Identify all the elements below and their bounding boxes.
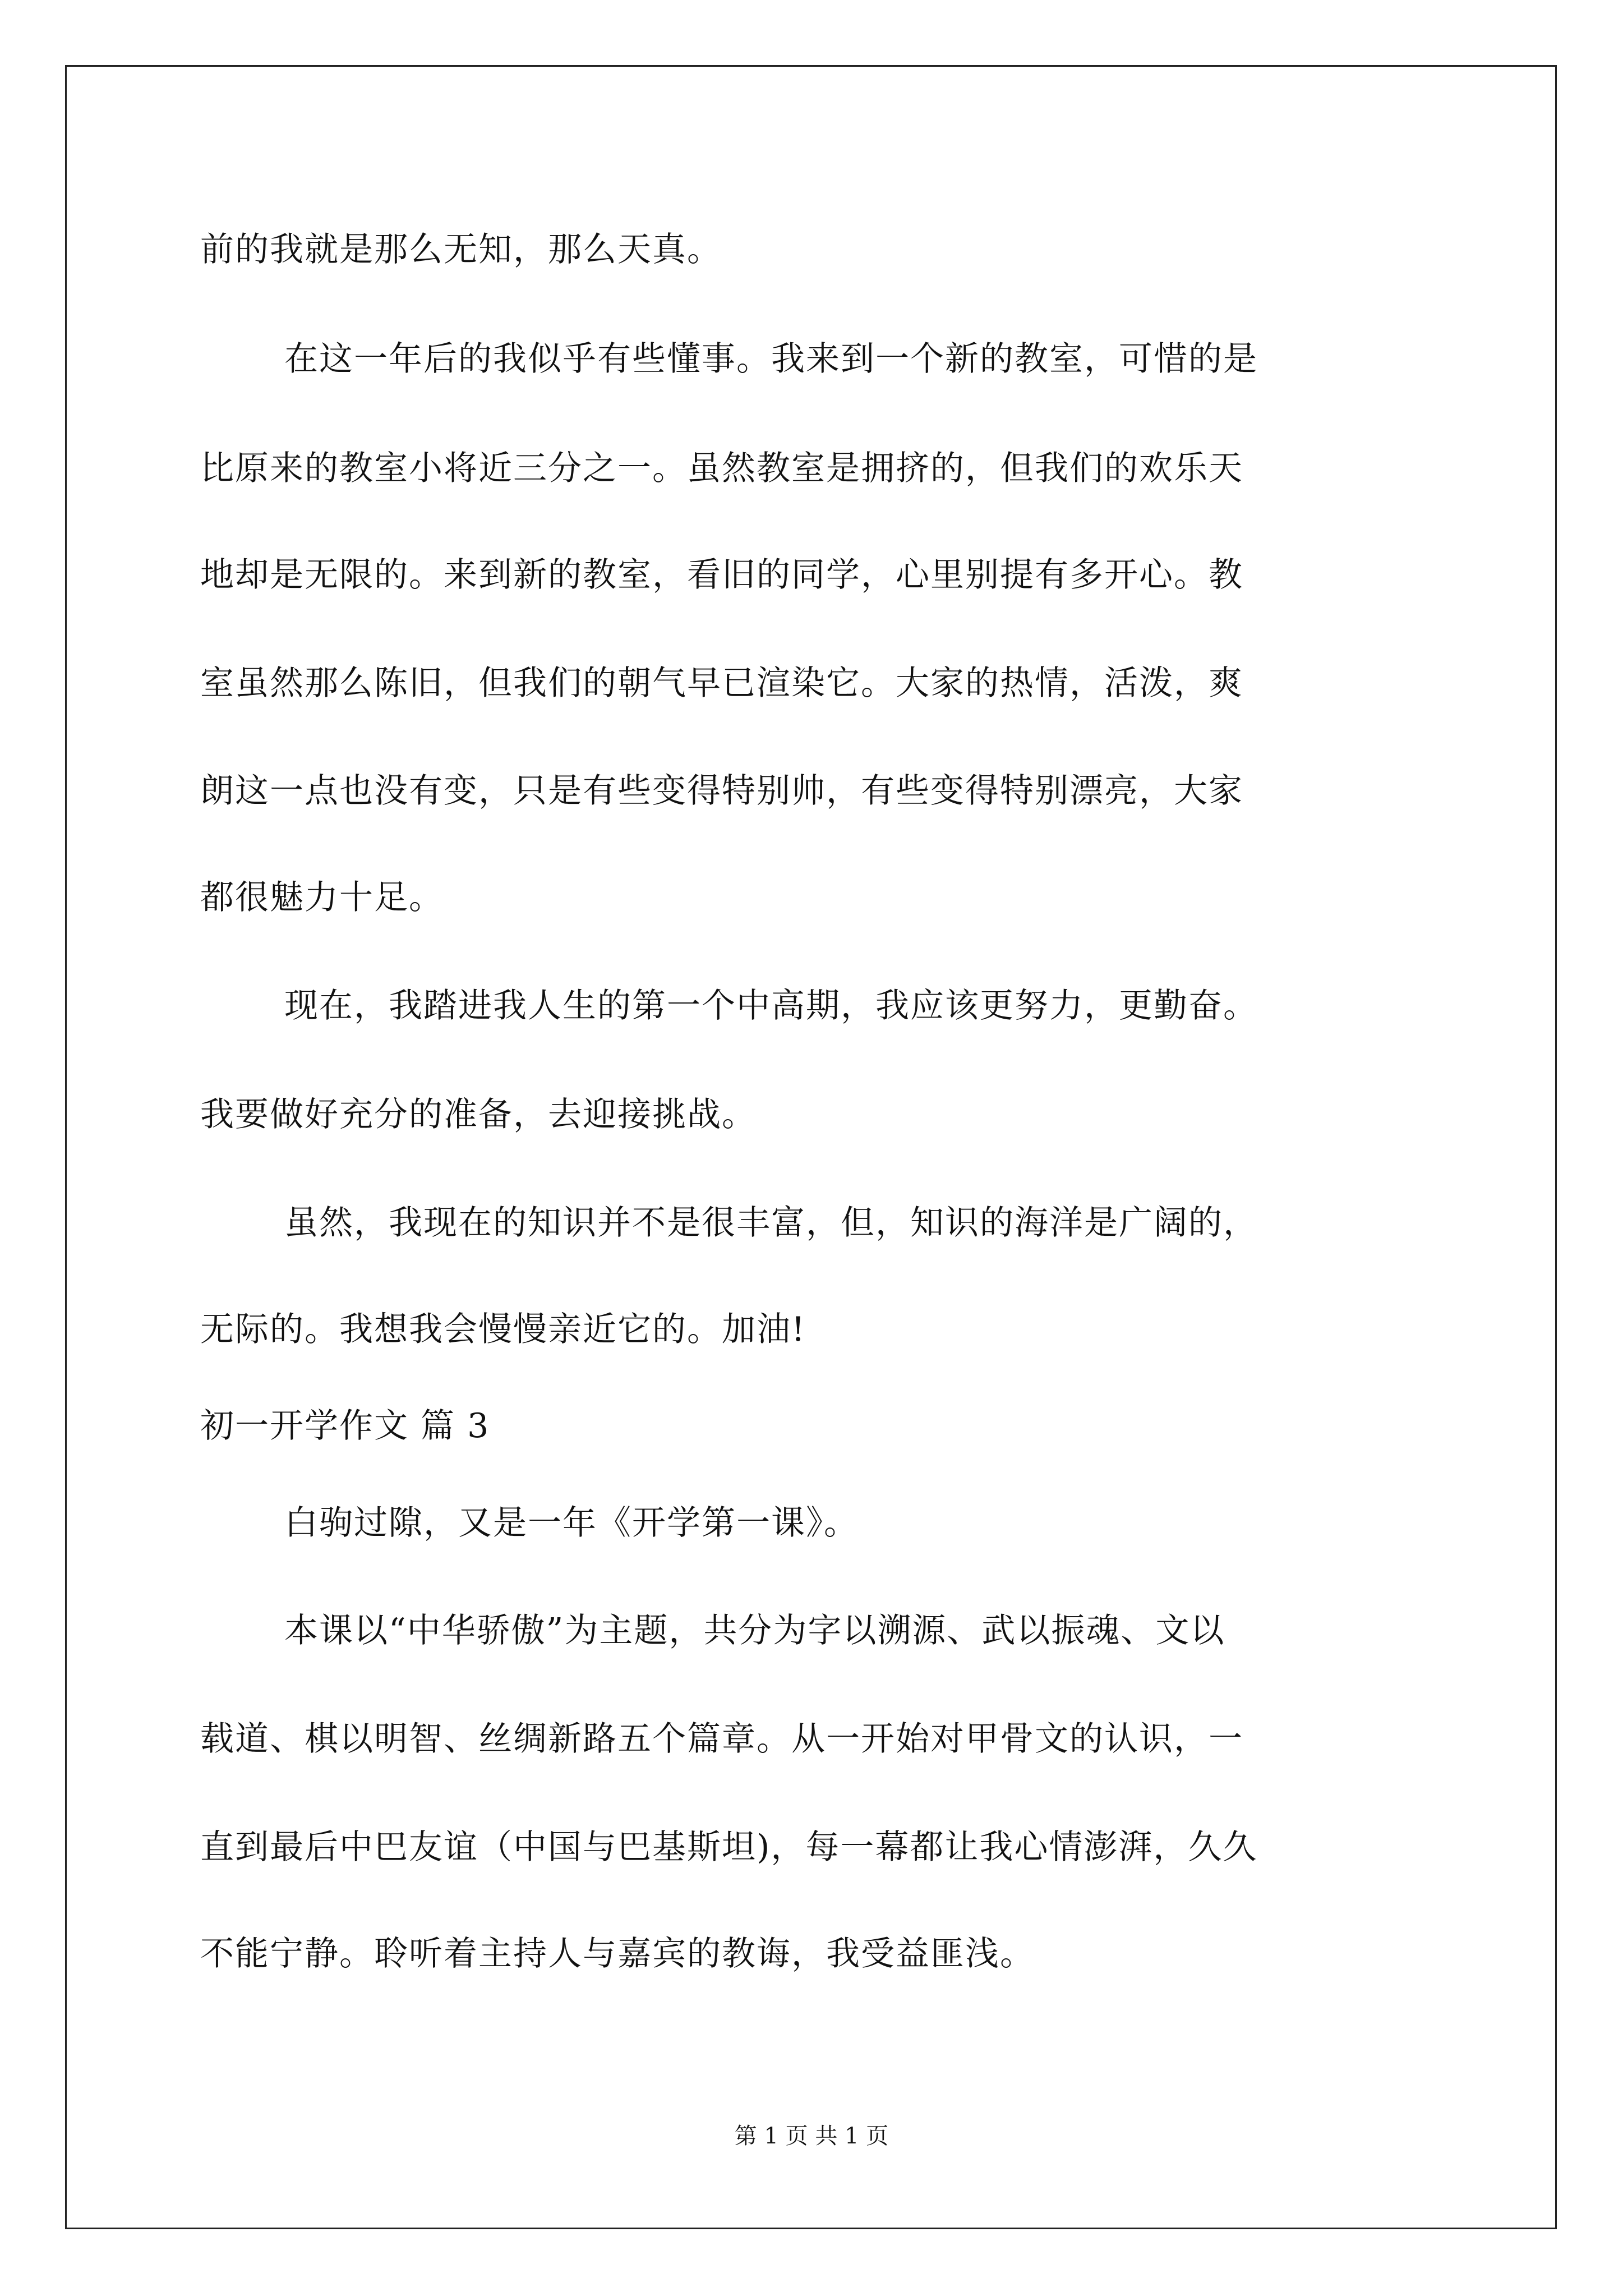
section-heading: 初一开学作文 篇 3 bbox=[200, 1406, 490, 1446]
text-line: 前的我就是那么无知，那么天真。 bbox=[200, 230, 722, 269]
text-line: 比原来的教室小将近三分之一。虽然教室是拥挤的，但我们的欢乐天 bbox=[200, 449, 1243, 488]
text-line: 无际的。我想我会慢慢亲近它的。加油! bbox=[200, 1310, 806, 1349]
text-line: 现在，我踏进我人生的第一个中高期，我应该更努力，更勤奋。 bbox=[284, 986, 1258, 1025]
page-border bbox=[65, 65, 1557, 2229]
text-line: 我要做好充分的准备，去迎接挑战。 bbox=[200, 1095, 757, 1134]
text-line: 地却是无限的。来到新的教室，看旧的同学，心里别提有多开心。教 bbox=[200, 555, 1243, 595]
text-line: 载道、棋以明智、丝绸新路五个篇章。从一开始对甲骨文的认识，一 bbox=[200, 1719, 1243, 1759]
text-line: 都很魅力十足。 bbox=[200, 878, 444, 917]
text-line: 不能宁静。聆听着主持人与嘉宾的教诲，我受益匪浅。 bbox=[200, 1934, 1035, 1973]
text-line: 室虽然那么陈旧，但我们的朝气早已渲染它。大家的热情，活泼，爽 bbox=[200, 664, 1243, 703]
text-line: 本课以“中华骄傲”为主题，共分为字以溯源、武以振魂、文以 bbox=[284, 1611, 1225, 1650]
text-line: 朗这一点也没有变，只是有些变得特别帅，有些变得特别漂亮，大家 bbox=[200, 771, 1243, 811]
text-line: 虽然，我现在的知识并不是很丰富，但，知识的海洋是广阔的， bbox=[284, 1203, 1258, 1243]
page-footer: 第 1 页 共 1 页 bbox=[734, 2123, 889, 2149]
text-line: 白驹过隙，又是一年《开学第一课》。 bbox=[284, 1503, 859, 1543]
text-line: 直到最后中巴友谊（中国与巴基斯坦)，每一幕都让我心情澎湃，久久 bbox=[200, 1828, 1258, 1867]
text-line: 在这一年后的我似乎有些懂事。我来到一个新的教室，可惜的是 bbox=[284, 339, 1258, 379]
